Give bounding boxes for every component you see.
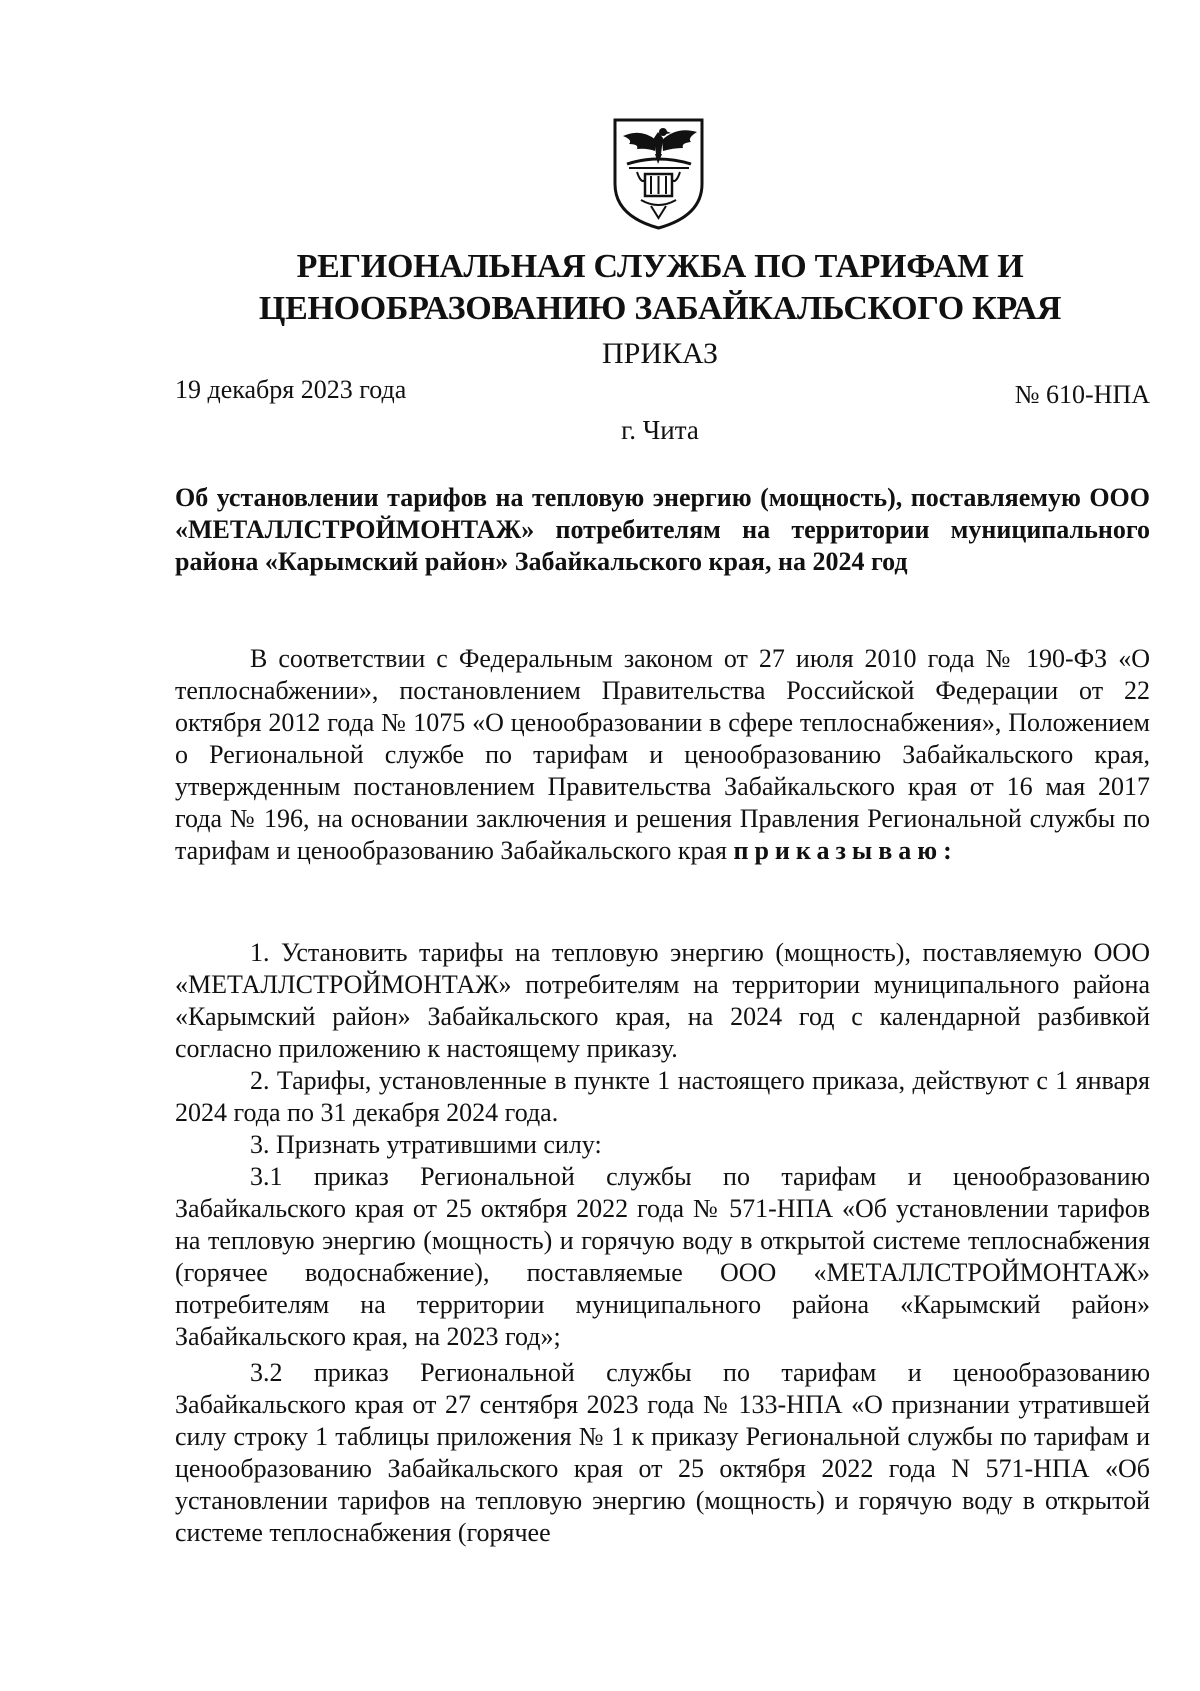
preamble-paragraph [175,643,1150,867]
order-word: приказываю: [733,836,958,865]
document-subject: Об установлении тарифов на тепловую энергию (мощность), поставляемую ООО «МЕТАЛЛСТРОЙМОНТАЖ» потребителям на территории муниципального района «Карымский район» Забайкальского края, на 2024 год [175,483,1150,576]
organization-title-line-1: РЕГИОНАЛЬНАЯ СЛУЖБА ПО ТАРИФАМ И [296,248,1024,285]
preamble-text: В соответствии с Федеральным законом от 27 июля 2010 года № 190-ФЗ «О теплоснабжении», постановлением Правительства Российской Федерации от 22 октября 2012 года № 1075 «О ценообразовании в сфере теплоснабжения», Положением о Региональной службе по тарифам и ценообразованию Забайкальского края, утвержденным постановлением Правительства Забайкальского края от 16 мая 2017 года № 196, на основании заключения и решения Правления Региональной службы по тарифам и ценообразованию Забайкальского края [175,644,1150,865]
organization-title [160,246,1160,330]
order-item-3-1: 3.1 приказ Региональной службы по тарифам и ценообразованию Забайкальского края от 25 октября 2022 года № 571-НПА «Об установлении тарифов на тепловую энергию (мощность) и горячую воду в открытой системе теплоснабжения (горячее водоснабжение), поставляемые ООО «МЕТАЛЛСТРОЙМОНТАЖ» потребителям на территории муниципального района «Карымский район» Забайкальского края, на 2023 год»; [175,1162,1150,1351]
document-date: 19 декабря 2023 года [175,375,407,404]
document-type: ПРИКАЗ [602,337,718,370]
organization-title-line-2: ЦЕНООБРАЗОВАНИЮ ЗАБАЙКАЛЬСКОГО КРАЯ [258,290,1062,327]
order-item-3-2: 3.2 приказ Региональной службы по тарифам и ценообразованию Забайкальского края от 27 сентября 2023 года № 133-НПА «О признании утратившей силу строку 1 таблицы приложения № 1 к приказу Региональной службы по тарифам и ценообразованию Забайкальского края от 25 октября 2022 года N 571-НПА «Об установлении тарифов на тепловую энергию (мощность) и горячую воду в открытой системе теплоснабжения (горячее [175,1358,1150,1547]
document-number: № 610-НПА [1014,380,1150,409]
order-item-1: 1. Установить тарифы на тепловую энергию (мощность), поставляемую ООО «МЕТАЛЛСТРОЙМОНТАЖ» потребителям на территории муниципального района «Карымский район» Забайкальского края, на 2024 год с календарной разбивкой согласно приложению к настоящему приказу. [175,938,1150,1063]
order-item-2: 2. Тарифы, установленные в пункте 1 настоящего приказа, действуют с 1 января 2024 года по 31 декабря 2024 года. [175,1066,1150,1127]
document-city: г. Чита [621,415,699,445]
order-item-3: 3. Признать утратившими силу: [250,1130,602,1159]
coat-of-arms-icon [611,114,706,232]
order-items [175,937,1150,1549]
